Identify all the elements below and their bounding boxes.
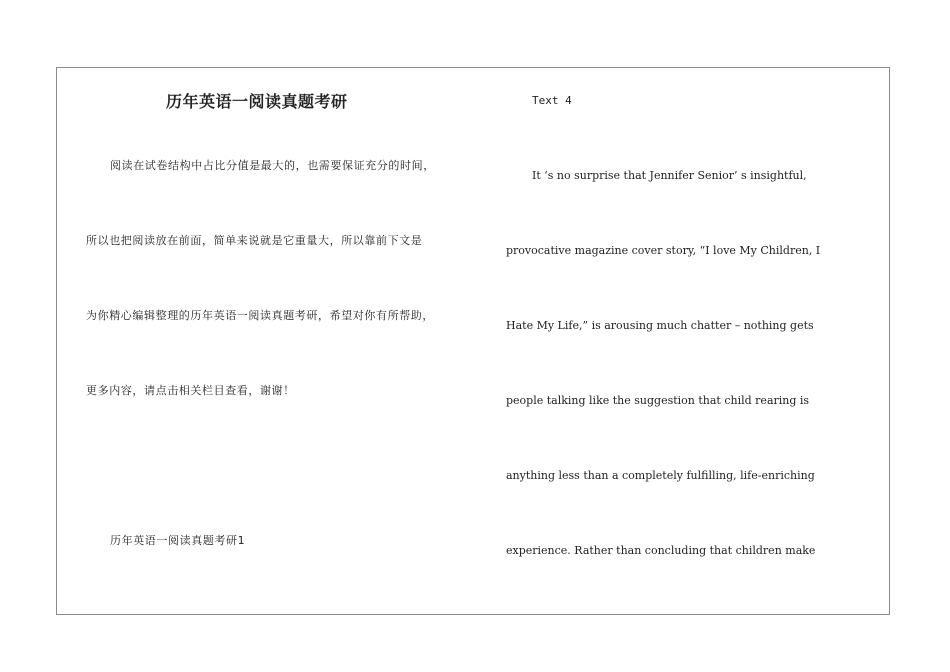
right-column xyxy=(476,67,890,615)
section-heading: 历年英语一阅读真题考研1 xyxy=(110,534,246,547)
intro-line-2: 所以也把阅读放在前面，简单来说就是它重量大，所以靠前下文是 xyxy=(86,234,423,247)
passage-line-4: people talking like the suggestion that child rearing is xyxy=(506,394,810,407)
passage-line-5: anything less than a completely fulfilling, life-enriching xyxy=(506,469,815,482)
intro-line-4: 更多内容，请点击相关栏目查看，谢谢！ xyxy=(86,384,295,397)
text-label: Text 4 xyxy=(532,94,572,107)
intro-line-1: 阅读在试卷结构中占比分值是最大的，也需要保证充分的时间， xyxy=(110,159,435,172)
passage-line-6: experience. Rather than concluding that children make xyxy=(506,544,816,557)
document-title: 历年英语一阅读真题考研 xyxy=(166,92,348,111)
intro-line-3: 为你精心编辑整理的历年英语一阅读真题考研，希望对你有所帮助， xyxy=(86,309,434,322)
passage-line-1: It ‘s no surprise that Jennifer Senior’ s insightful, xyxy=(532,169,807,182)
passage-line-2: provocative magazine cover story, “I love My Children, I xyxy=(506,244,821,257)
passage-line-3: Hate My Life,” is arousing much chatter – nothing gets xyxy=(506,319,814,332)
left-column xyxy=(56,67,476,615)
